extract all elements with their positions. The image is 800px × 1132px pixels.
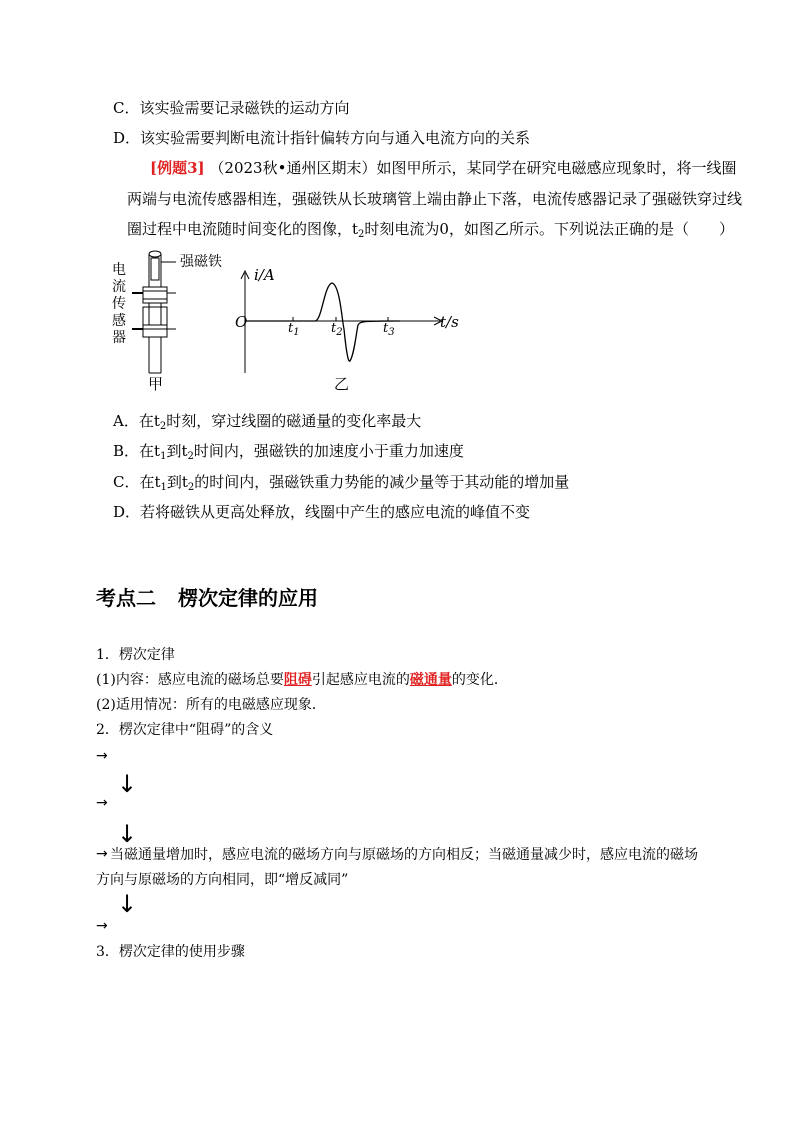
down-arrow-icon: ↓ <box>117 770 138 798</box>
right-arrow-icon: → <box>96 918 108 934</box>
section-heading: 考点二 楞次定律的应用 <box>96 586 318 610</box>
answer-d: D．若将磁铁从更高处释放，线圈中产生的感应电流的峰值不变 <box>113 503 531 521</box>
down-arrow-icon: ↓ <box>117 820 138 848</box>
note-4: 2．楞次定律中“阻碍”的含义 <box>96 722 274 738</box>
option-c-top: C．该实验需要记录磁铁的运动方向 <box>113 99 350 117</box>
y-axis-label: i/A <box>254 266 275 284</box>
example-source: （2023秋•通州区期末） <box>209 159 377 177</box>
right-arrow-icon: → <box>96 748 108 764</box>
note-5: 3．楞次定律的使用步骤 <box>96 944 245 960</box>
t3-label: $t_3$ <box>383 321 395 338</box>
t2-label: $t_2$ <box>331 321 343 338</box>
experiment-figure <box>110 245 490 395</box>
example-text-1: 如图甲所示，某同学在研究电磁感应现象时，将一线圈 <box>376 159 737 177</box>
flow-text-2: 方向与原磁场的方向相同，即“增反减同” <box>96 872 349 888</box>
example-line-3: 圈过程中电流随时间变化的图像，$t_2$时刻电流为0，如图乙所示。下列说法正确的是（ ） <box>127 220 734 240</box>
magnet-icon <box>151 258 159 280</box>
answer-a: A．在$t_2$时刻，穿过线圈的磁通量的变化率最大 <box>113 412 422 432</box>
right-caption: 乙 <box>334 375 350 393</box>
right-arrow-icon: → <box>96 846 108 862</box>
origin-label: O <box>235 313 248 331</box>
down-arrow-icon: ↓ <box>117 890 138 918</box>
sensor-label: 电 流 传 感 器 <box>112 262 126 346</box>
right-arrow-icon: → <box>96 795 108 811</box>
example-line-1 <box>150 158 736 178</box>
t1-label: $t_1$ <box>288 321 300 338</box>
example-line-2: 两端与电流传感器相连，强磁铁从长玻璃管上端由静止下落，电流传感器记录了强磁铁穿过线 <box>127 190 743 208</box>
sensor-leads <box>132 293 143 329</box>
answer-b: B．在$t_1$到$t_2$时间内，强磁铁的加速度小于重力加速度 <box>113 442 464 462</box>
flow-text-1: 当磁通量增加时，感应电流的磁场方向与原磁场的方向相反；当磁通量减少时，感应电流的磁场 <box>110 847 698 863</box>
example-tag: [例题3] <box>150 159 205 177</box>
note-1: 1．楞次定律 <box>96 647 175 663</box>
coil <box>143 287 167 337</box>
note-2: (1)内容：感应电流的磁场总要阻碍引起感应电流的磁通量的变化． <box>96 672 508 688</box>
answer-c: C．在$t_1$到$t_2$的时间内，强磁铁重力势能的减少量等于其动能的增加量 <box>113 473 570 493</box>
magnet-label: 强磁铁 <box>180 254 222 270</box>
note-3: (2)适用情况：所有的电磁感应现象． <box>96 697 326 713</box>
x-axis-label: t/s <box>440 313 459 331</box>
option-d-top: D．该实验需要判断电流计指针偏转方向与通入电流方向的关系 <box>113 129 531 147</box>
current-curve <box>245 283 400 361</box>
left-caption: 甲 <box>148 375 164 393</box>
